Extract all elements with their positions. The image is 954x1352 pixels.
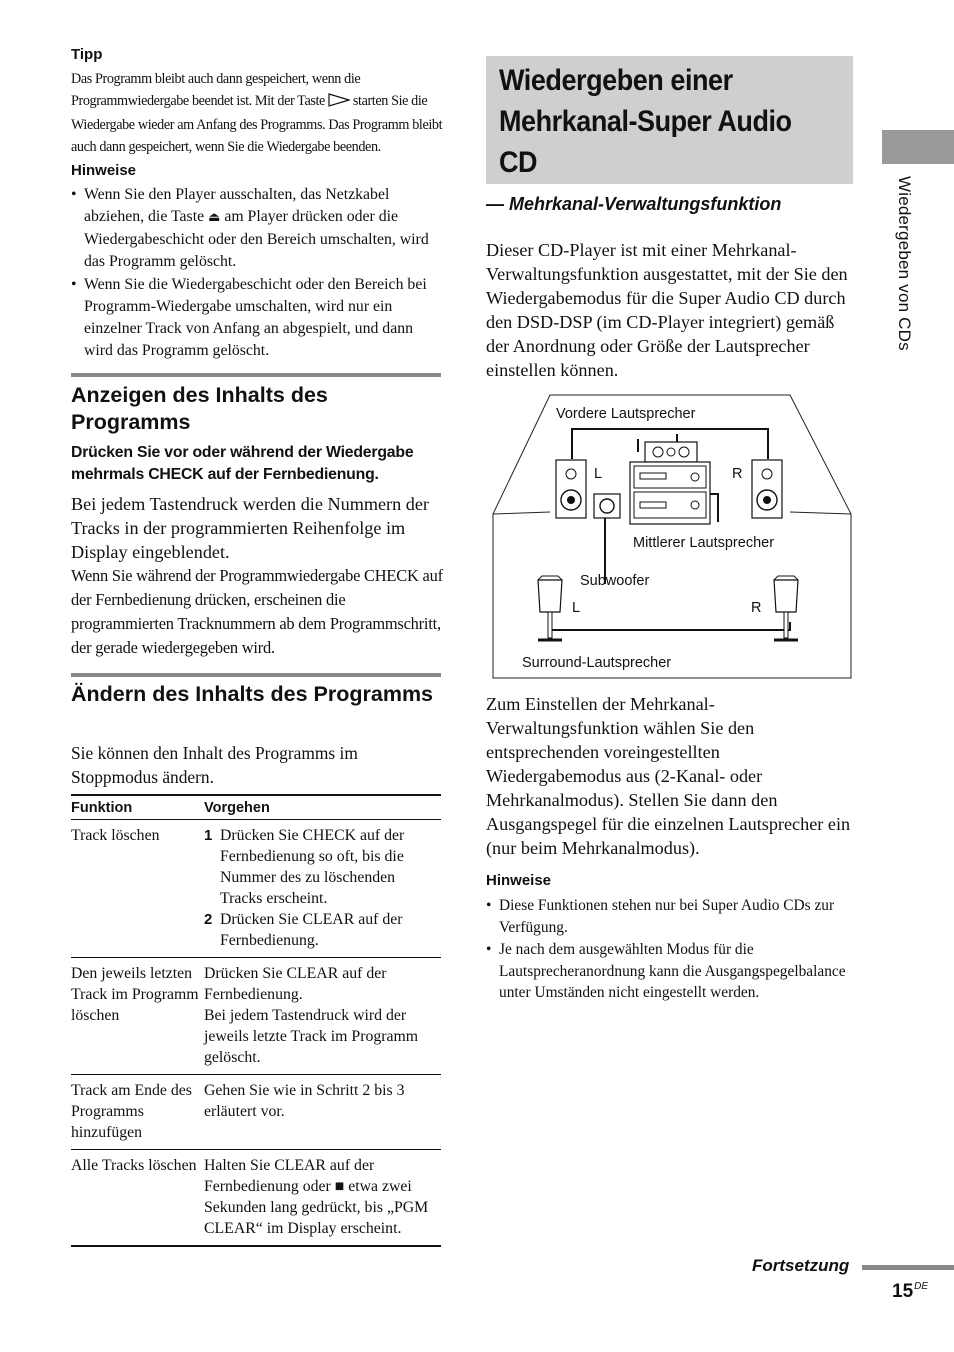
play-icon [328, 92, 350, 114]
column-header-vorgehen: Vorgehen [204, 795, 441, 820]
page-title: Wiedergeben einer Mehrkanal-Super Audio CD [499, 64, 792, 179]
audio-rack [630, 462, 710, 524]
table-cell-funktion: Alle Tracks löschen [71, 1150, 204, 1247]
table-cell-vorgehen: Halten Sie CLEAR auf der Fernbedienung oder ■ etwa zwei Sekunden lang gedrückt, bis „PGM CLEAR“ im Display erscheint. [204, 1150, 441, 1247]
eject-icon: ⏏ [208, 210, 221, 225]
subwoofer [594, 494, 620, 518]
table-cell-vorgehen: Drücken Sie CLEAR auf der Fernbedienung. Bei jedem Tastendruck wird der jeweils letzte Track im Programm gelöscht. [204, 958, 441, 1075]
table-cell-vorgehen [204, 820, 441, 958]
label-front-r: R [732, 466, 743, 482]
side-tab-marker [882, 130, 954, 164]
hinweis-item: • Wenn Sie den Player ausschalten, das Netzkabel abziehen, die Taste ⏏ am Player drücken oder die Wiedergabeschicht oder den Bereich umschalten, wird das Programm gelöscht. [71, 184, 443, 273]
paragraph: Zum Einstellen der Mehrkanal-Verwaltungsfunktion wählen Sie den entsprechenden voreingestellten Wiedergabemodus aus (2-Kanal- oder Mehrkanalmodus). Stellen Sie dann den Ausgangspegel für die einzelnen Lautsprecher ein (nur beim Mehrkanalmodus). [486, 694, 851, 858]
table-row [71, 1150, 441, 1247]
label-front-speakers: Vordere Lautsprecher [556, 406, 696, 422]
front-right-speaker [752, 460, 782, 518]
table-cell-funktion: Track löschen [71, 820, 204, 958]
section-heading-aendern: Ändern des Inhalts des Programms [71, 682, 434, 706]
hinweise-heading: Hinweise [71, 162, 137, 179]
step: 1 Drücken Sie CHECK auf der Fernbedienung so oft, bis die Nummer des zu löschenden Tracks erscheint. [204, 827, 405, 907]
instruction-anzeigen: Drücken Sie vor oder während der Wiedergabe mehrmals CHECK auf der Fernbedienung. [71, 444, 414, 483]
step-number: 1 [204, 827, 213, 844]
step: 2 Drücken Sie CLEAR auf der Fernbedienung. [204, 911, 403, 949]
hinweise-list [486, 895, 848, 1005]
side-tab-label: Wiedergeben von CDs [895, 176, 914, 351]
section-heading-anzeigen: Anzeigen des Inhalts des Programms [71, 383, 328, 434]
table-cell-funktion: Track am Ende des Programms hinzufügen [71, 1075, 204, 1150]
section-divider [71, 373, 441, 377]
page-number: 15DE [892, 1281, 929, 1302]
stop-icon: ■ [334, 1178, 345, 1195]
paragraph: Dieser CD-Player ist mit einer Mehrkanal-Verwaltungsfunktion ausgestattet, mit der Sie den Wiedergabemodus für die Super Audio CD durch den DSD-DSP (im CD-Player integriert) gemäß der Anordnung oder Größe der Lautsprecher einstellen können. [486, 240, 848, 380]
table-row [71, 820, 441, 958]
speaker-diagram [490, 394, 854, 685]
tipp-heading: Tipp [71, 46, 103, 63]
tipp-text: Das Programm bleibt auch dann gespeichert, wenn die Programmwiedergabe beendet ist. Mit der Taste starten Sie die Wiedergabe wieder am Anfang des Programms. Das Programm bleibt auch dann gespeichert, wenn Sie die Wiedergabe beenden. [71, 71, 443, 155]
paragraph: Wenn Sie während der Programmwiedergabe CHECK auf der Fernbedienung drücken, erscheinen die programmierten Tracknummern ab dem Programmschritt, der gerade wiedergegeben wird. [71, 566, 443, 657]
table-row [71, 958, 441, 1075]
section-divider [71, 673, 441, 677]
label-subwoofer: Subwoofer [580, 573, 650, 589]
table-row [71, 1075, 441, 1150]
paragraph: Bei jedem Tastendruck werden die Nummern der Tracks in der programmierten Reihenfolge im Display eingeblendet. [71, 494, 429, 562]
continued-line [862, 1265, 954, 1270]
label-surround-r: R [751, 600, 762, 616]
page-suffix: DE [914, 1281, 929, 1292]
function-table [71, 794, 441, 1247]
table-cell-vorgehen: Gehen Sie wie in Schritt 2 bis 3 erläutert vor. [204, 1075, 441, 1150]
subtitle: — Mehrkanal-Verwaltungsfunktion [486, 194, 782, 214]
hinweis-item: • Diese Funktionen stehen nur bei Super Audio CDs zur Verfügung. [486, 895, 848, 938]
hinweis-item: • Wenn Sie die Wiedergabeschicht oder den Bereich bei Programm-Wiedergabe umschalten, wird nur ein einzelner Track von Anfang an abgespielt, und dann wird das Programm gelöscht. [71, 274, 443, 362]
hinweise-list [71, 184, 443, 363]
hinweise-heading: Hinweise [486, 872, 552, 889]
label-front-l: L [594, 466, 603, 482]
table-header-row [71, 795, 441, 820]
front-left-speaker [556, 460, 586, 518]
label-surround-l: L [572, 600, 581, 616]
step-number: 2 [204, 911, 213, 928]
column-header-funktion: Funktion [71, 795, 204, 820]
center-speaker [645, 442, 697, 462]
continued-label: Fortsetzung [752, 1256, 850, 1275]
table-cell-funktion: Den jeweils letzten Track im Programm löschen [71, 958, 204, 1075]
label-center-speaker: Mittlerer Lautsprecher [633, 535, 775, 551]
paragraph: Sie können den Inhalt des Programms im Stoppmodus ändern. [71, 743, 358, 787]
label-surround-speakers: Surround-Lautsprecher [522, 655, 672, 671]
hinweis-item: • Je nach dem ausgewählten Modus für die Lautsprecheranordnung kann die Ausgangspegelbalance unter Umständen nicht eingestellt werden. [486, 939, 848, 1004]
